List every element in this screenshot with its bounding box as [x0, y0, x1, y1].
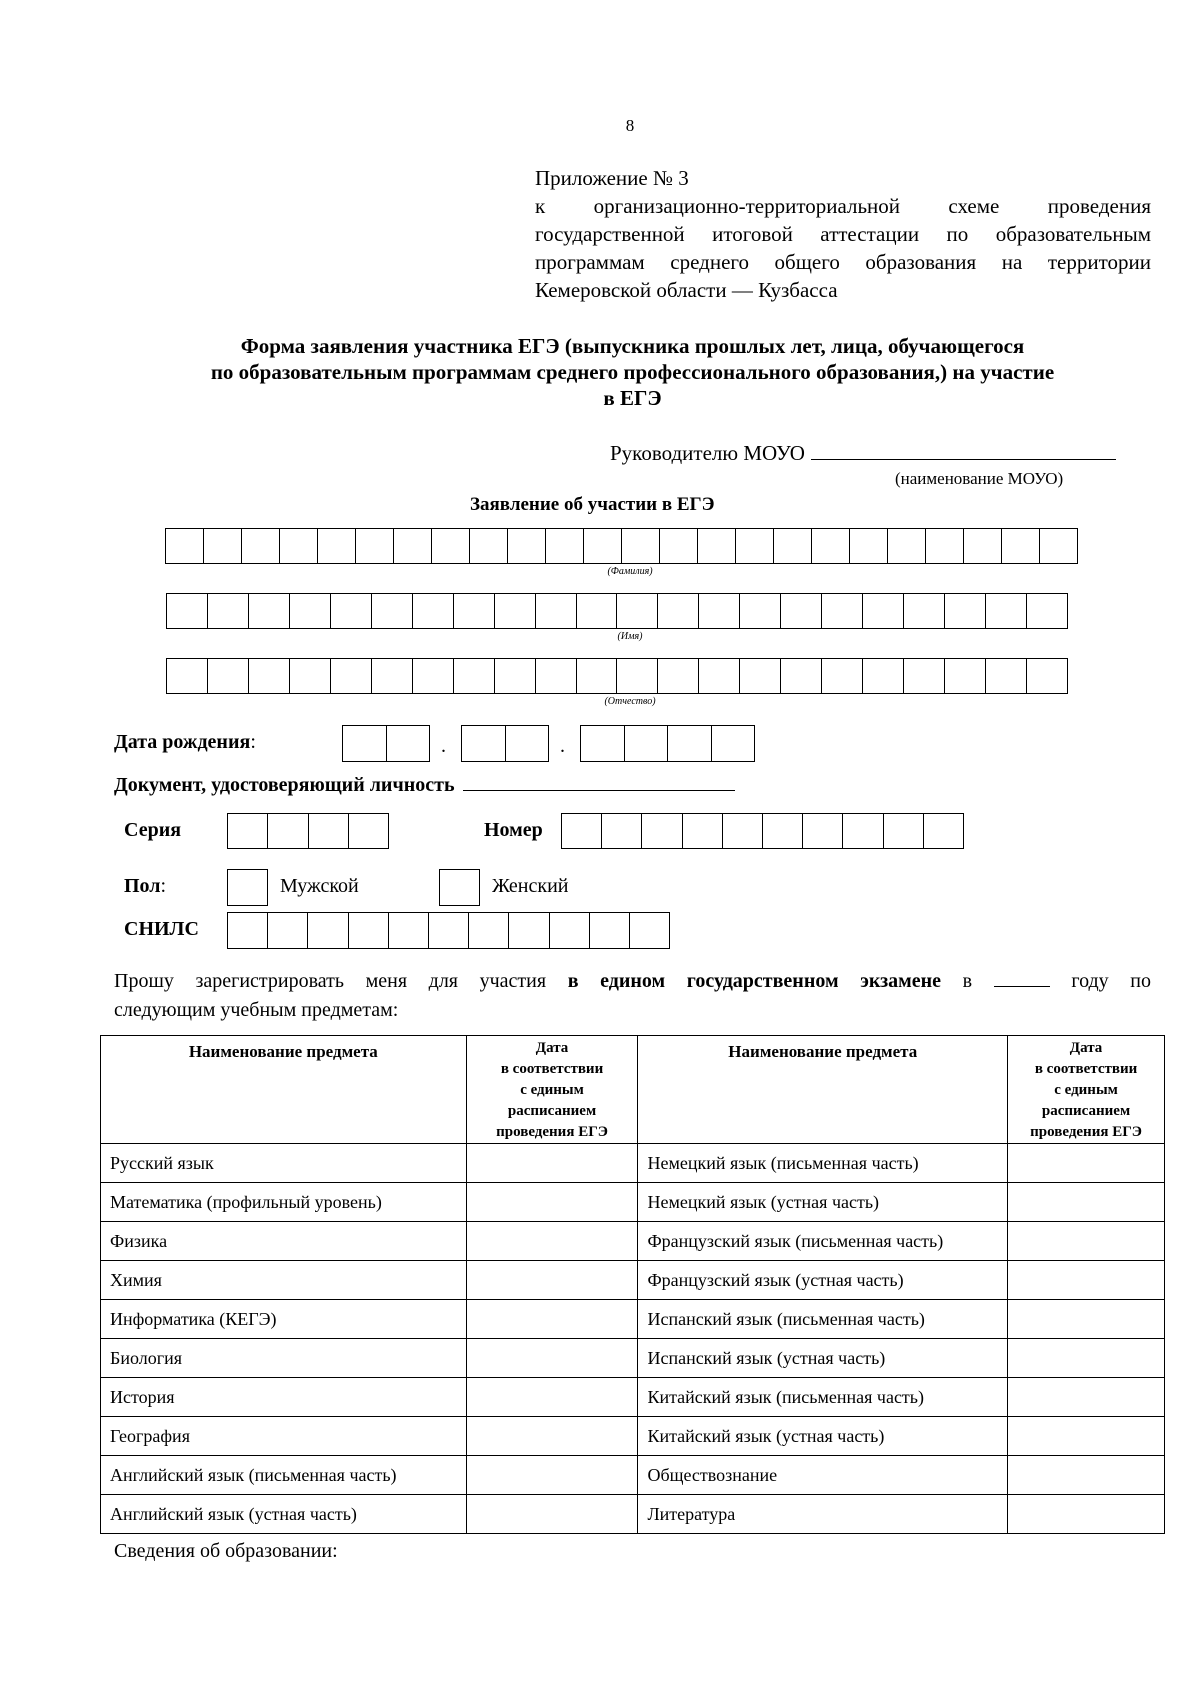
subject-name-left: Биология: [101, 1339, 467, 1378]
letter-cell[interactable]: [697, 528, 735, 564]
letter-cell[interactable]: [453, 658, 494, 694]
header-date-line: Дата: [535, 1040, 569, 1056]
addressee-line: [610, 441, 1116, 466]
education-info-label: Сведения об образовании:: [114, 1540, 338, 1562]
letter-cell[interactable]: [903, 593, 944, 629]
letter-cell[interactable]: [507, 528, 545, 564]
letter-cell[interactable]: [773, 528, 811, 564]
subject-name-left: Английский язык (письменная часть): [101, 1456, 467, 1495]
header-date-right: [1008, 1036, 1165, 1144]
letter-cell[interactable]: [849, 528, 887, 564]
exam-date-cell-left[interactable]: [466, 1300, 638, 1339]
letter-cell[interactable]: [461, 725, 505, 762]
letter-cell[interactable]: [412, 593, 453, 629]
request-exam-name: в едином государственном экзамене: [567, 970, 942, 992]
birth-year-cells[interactable]: [580, 725, 755, 762]
table-row: [101, 1300, 1165, 1339]
letter-cell[interactable]: [1039, 528, 1078, 564]
letter-cell[interactable]: [166, 593, 207, 629]
exam-date-cell-right[interactable]: [1008, 1183, 1165, 1222]
letter-cell[interactable]: [279, 528, 317, 564]
gender-label: Пол: [124, 875, 161, 897]
letter-cell[interactable]: [887, 528, 925, 564]
subject-name-left: География: [101, 1417, 467, 1456]
letter-cell[interactable]: [711, 725, 756, 762]
request-part-4: году по: [1049, 970, 1151, 992]
request-line-1: [114, 967, 1151, 996]
letter-cell[interactable]: [641, 813, 681, 849]
mouo-name-field[interactable]: [811, 441, 1116, 460]
subject-name-right: Французский язык (письменная часть): [638, 1222, 1008, 1261]
birth-date-colon: :: [250, 731, 256, 753]
patronymic-cells[interactable]: [166, 658, 1068, 694]
letter-cell[interactable]: [267, 912, 307, 949]
header-date-line: Дата: [1069, 1040, 1103, 1056]
exam-date-cell-left[interactable]: [466, 1495, 638, 1534]
header-date-line: проведения ЕГЭ: [496, 1124, 608, 1140]
letter-cell[interactable]: [1026, 658, 1068, 694]
appendix-line-4: Кемеровской области — Кузбасса: [535, 278, 838, 302]
letter-cell[interactable]: [735, 528, 773, 564]
header-date-line: расписанием: [1041, 1103, 1131, 1119]
exam-date-cell-right[interactable]: [1008, 1339, 1165, 1378]
form-title: [110, 333, 1155, 411]
exam-date-cell-left[interactable]: [466, 1183, 638, 1222]
letter-cell[interactable]: [267, 813, 307, 849]
letter-cell[interactable]: [739, 658, 780, 694]
exam-date-cell-left[interactable]: [466, 1144, 638, 1183]
exam-date-cell-right[interactable]: [1008, 1495, 1165, 1534]
header-subject-right: Наименование предмета: [638, 1036, 1008, 1144]
letter-cell[interactable]: [508, 912, 548, 949]
letter-cell[interactable]: [601, 813, 641, 849]
table-row: [101, 1144, 1165, 1183]
letter-cell[interactable]: [963, 528, 1001, 564]
letter-cell[interactable]: [166, 658, 207, 694]
exam-year-field[interactable]: [994, 972, 1050, 987]
number-cells[interactable]: [561, 813, 964, 849]
table-row: [101, 1339, 1165, 1378]
number-label: Номер: [484, 819, 543, 841]
letter-cell[interactable]: [883, 813, 923, 849]
snils-cells[interactable]: [227, 912, 670, 949]
letter-cell[interactable]: [561, 813, 601, 849]
addressee-label: Руководителю МОУО: [610, 441, 805, 465]
letter-cell[interactable]: [371, 593, 412, 629]
letter-cell[interactable]: [289, 658, 330, 694]
male-label: Мужской: [280, 875, 359, 897]
letter-cell[interactable]: [739, 593, 780, 629]
letter-cell[interactable]: [589, 912, 629, 949]
subjects-table: [100, 1035, 1165, 1534]
exam-date-cell-right[interactable]: [1008, 1261, 1165, 1300]
surname-hint: (Фамилия): [607, 566, 653, 577]
letter-cell[interactable]: [657, 593, 698, 629]
birth-month-cells[interactable]: [461, 725, 549, 762]
subject-name-right: Китайский язык (устная часть): [638, 1417, 1008, 1456]
subject-name-right: Китайский язык (письменная часть): [638, 1378, 1008, 1417]
subject-name-left: Русский язык: [101, 1144, 467, 1183]
surname-cells[interactable]: [165, 528, 1078, 564]
letter-cell[interactable]: [388, 912, 428, 949]
letter-cell[interactable]: [393, 528, 431, 564]
letter-cell[interactable]: [802, 813, 842, 849]
letter-cell[interactable]: [722, 813, 762, 849]
page-number: 8: [625, 116, 635, 135]
table-row: [101, 1261, 1165, 1300]
letter-cell[interactable]: [821, 593, 862, 629]
letter-cell[interactable]: [862, 593, 903, 629]
birth-day-cells[interactable]: [342, 725, 430, 762]
letter-cell[interactable]: [821, 658, 862, 694]
subject-name-left: Химия: [101, 1261, 467, 1300]
letter-cell[interactable]: [165, 528, 203, 564]
header-date-line: расписанием: [507, 1103, 597, 1119]
letter-cell[interactable]: [412, 658, 453, 694]
series-label: Серия: [124, 819, 182, 841]
male-checkbox[interactable]: [227, 869, 268, 906]
appendix-line-2: государственной итоговой аттестации по образовательным: [535, 222, 1151, 246]
letter-cell[interactable]: [289, 593, 330, 629]
gender-label-line: [124, 875, 166, 898]
letter-cell[interactable]: [428, 912, 468, 949]
form-title-line-3: в ЕГЭ: [603, 386, 662, 410]
letter-cell[interactable]: [923, 813, 964, 849]
letter-cell[interactable]: [616, 658, 657, 694]
letter-cell[interactable]: [248, 593, 289, 629]
letter-cell[interactable]: [386, 725, 431, 762]
letter-cell[interactable]: [355, 528, 393, 564]
subject-name-right: Обществознание: [638, 1456, 1008, 1495]
request-part-3: в: [941, 970, 994, 992]
exam-date-cell-right[interactable]: [1008, 1300, 1165, 1339]
table-row: [101, 1183, 1165, 1222]
letter-cell[interactable]: [431, 528, 469, 564]
subject-name-right: Литература: [638, 1495, 1008, 1534]
exam-date-cell-left[interactable]: [466, 1339, 638, 1378]
letter-cell[interactable]: [330, 658, 371, 694]
table-row: [101, 1378, 1165, 1417]
request-part-1: Прошу зарегистрировать меня для участия: [114, 970, 568, 992]
letter-cell[interactable]: [780, 593, 821, 629]
subject-name-right: Немецкий язык (устная часть): [638, 1183, 1008, 1222]
table-row: [101, 1417, 1165, 1456]
exam-date-cell-left[interactable]: [466, 1261, 638, 1300]
letter-cell[interactable]: [307, 912, 347, 949]
identity-document-line: [114, 772, 735, 797]
letter-cell[interactable]: [698, 658, 739, 694]
identity-document-label: Документ, удостоверяющий личность: [114, 774, 455, 796]
letter-cell[interactable]: [549, 912, 589, 949]
exam-date-cell-right[interactable]: [1008, 1417, 1165, 1456]
appendix-line-1: к организационно-территориальной схеме проведения: [535, 194, 1151, 218]
form-title-line-2: по образовательным программам среднего профессионального образования,) на участие: [210, 360, 1055, 384]
subject-name-right: Испанский язык (устная часть): [638, 1339, 1008, 1378]
letter-cell[interactable]: [207, 593, 248, 629]
table-row: [101, 1456, 1165, 1495]
letter-cell[interactable]: [535, 593, 576, 629]
request-line-2: следующим учебным предметам:: [114, 999, 399, 1021]
exam-date-cell-left[interactable]: [466, 1456, 638, 1495]
letter-cell[interactable]: [780, 658, 821, 694]
letter-cell[interactable]: [248, 658, 289, 694]
subject-name-left: История: [101, 1378, 467, 1417]
letter-cell[interactable]: [308, 813, 348, 849]
table-header-row: [101, 1036, 1165, 1144]
letter-cell[interactable]: [985, 658, 1026, 694]
letter-cell[interactable]: [494, 593, 535, 629]
request-text: [114, 967, 1151, 1025]
letter-cell[interactable]: [545, 528, 583, 564]
exam-date-cell-left[interactable]: [466, 1378, 638, 1417]
letter-cell[interactable]: [624, 725, 668, 762]
letter-cell[interactable]: [535, 658, 576, 694]
letter-cell[interactable]: [629, 912, 670, 949]
header-date-line: с единым: [520, 1082, 584, 1098]
exam-date-cell-right[interactable]: [1008, 1456, 1165, 1495]
letter-cell[interactable]: [1001, 528, 1039, 564]
exam-date-cell-left[interactable]: [466, 1417, 638, 1456]
subject-name-left: Английский язык (устная часть): [101, 1495, 467, 1534]
exam-date-cell-right[interactable]: [1008, 1222, 1165, 1261]
letter-cell[interactable]: [862, 658, 903, 694]
female-checkbox[interactable]: [439, 869, 480, 906]
birth-date-label: [114, 731, 256, 754]
name-cells[interactable]: [166, 593, 1068, 629]
letter-cell[interactable]: [621, 528, 659, 564]
exam-date-cell-right[interactable]: [1008, 1144, 1165, 1183]
letter-cell[interactable]: [682, 813, 722, 849]
letter-cell[interactable]: [348, 813, 389, 849]
letter-cell[interactable]: [925, 528, 963, 564]
letter-cell[interactable]: [576, 593, 617, 629]
appendix-line-3: программам среднего общего образования на территории: [535, 250, 1151, 274]
letter-cell[interactable]: [985, 593, 1026, 629]
letter-cell[interactable]: [944, 593, 985, 629]
date-separator-1: .: [441, 735, 446, 757]
exam-date-cell-left[interactable]: [466, 1222, 638, 1261]
letter-cell[interactable]: [811, 528, 849, 564]
letter-cell[interactable]: [659, 528, 697, 564]
letter-cell[interactable]: [698, 593, 739, 629]
subject-name-left: Физика: [101, 1222, 467, 1261]
subject-name-left: Информатика (КЕГЭ): [101, 1300, 467, 1339]
letter-cell[interactable]: [903, 658, 944, 694]
letter-cell[interactable]: [494, 658, 535, 694]
table-row: [101, 1495, 1165, 1534]
form-title-line-1: Форма заявления участника ЕГЭ (выпускника прошлых лет, лица, обучающегося: [240, 334, 1025, 358]
header-date-line: с единым: [1054, 1082, 1118, 1098]
snils-label: СНИЛС: [124, 918, 199, 940]
name-hint: (Имя): [617, 631, 643, 642]
letter-cell[interactable]: [762, 813, 802, 849]
subject-name-right: Немецкий язык (письменная часть): [638, 1144, 1008, 1183]
letter-cell[interactable]: [468, 912, 508, 949]
subject-name-right: Испанский язык (письменная часть): [638, 1300, 1008, 1339]
female-label: Женский: [492, 875, 569, 897]
letter-cell[interactable]: [207, 658, 248, 694]
letter-cell[interactable]: [583, 528, 621, 564]
letter-cell[interactable]: [203, 528, 241, 564]
letter-cell[interactable]: [657, 658, 698, 694]
letter-cell[interactable]: [580, 725, 624, 762]
header-date-line: в соответствии: [1034, 1061, 1138, 1077]
letter-cell[interactable]: [317, 528, 355, 564]
letter-cell[interactable]: [576, 658, 617, 694]
letter-cell[interactable]: [342, 725, 386, 762]
exam-date-cell-right[interactable]: [1008, 1378, 1165, 1417]
header-subject-left: Наименование предмета: [101, 1036, 467, 1144]
application-subtitle: Заявление об участии в ЕГЭ: [470, 494, 715, 515]
table-row: [101, 1222, 1165, 1261]
letter-cell[interactable]: [842, 813, 882, 849]
patronymic-hint: (Отчество): [604, 696, 656, 707]
letter-cell[interactable]: [667, 725, 711, 762]
appendix-heading: Приложение № 3: [535, 166, 689, 190]
series-cells[interactable]: [227, 813, 389, 849]
letter-cell[interactable]: [944, 658, 985, 694]
letter-cell[interactable]: [348, 912, 388, 949]
letter-cell[interactable]: [469, 528, 507, 564]
letter-cell[interactable]: [227, 912, 267, 949]
date-separator-2: .: [560, 735, 565, 757]
gender-colon: :: [160, 875, 167, 897]
letter-cell[interactable]: [505, 725, 550, 762]
subject-name-left: Математика (профильный уровень): [101, 1183, 467, 1222]
letter-cell[interactable]: [241, 528, 279, 564]
header-date-line: в соответствии: [500, 1061, 604, 1077]
letter-cell[interactable]: [227, 813, 267, 849]
subject-name-right: Французский язык (устная часть): [638, 1261, 1008, 1300]
letter-cell[interactable]: [1026, 593, 1068, 629]
mouo-hint: (наименование МОУО): [895, 469, 1064, 488]
identity-document-field[interactable]: [463, 772, 735, 791]
birth-date-label-text: Дата рождения: [114, 731, 251, 753]
letter-cell[interactable]: [330, 593, 371, 629]
letter-cell[interactable]: [371, 658, 412, 694]
appendix-reference: [535, 164, 1151, 304]
header-date-line: проведения ЕГЭ: [1030, 1124, 1142, 1140]
letter-cell[interactable]: [453, 593, 494, 629]
letter-cell[interactable]: [616, 593, 657, 629]
header-date-left: [466, 1036, 638, 1144]
